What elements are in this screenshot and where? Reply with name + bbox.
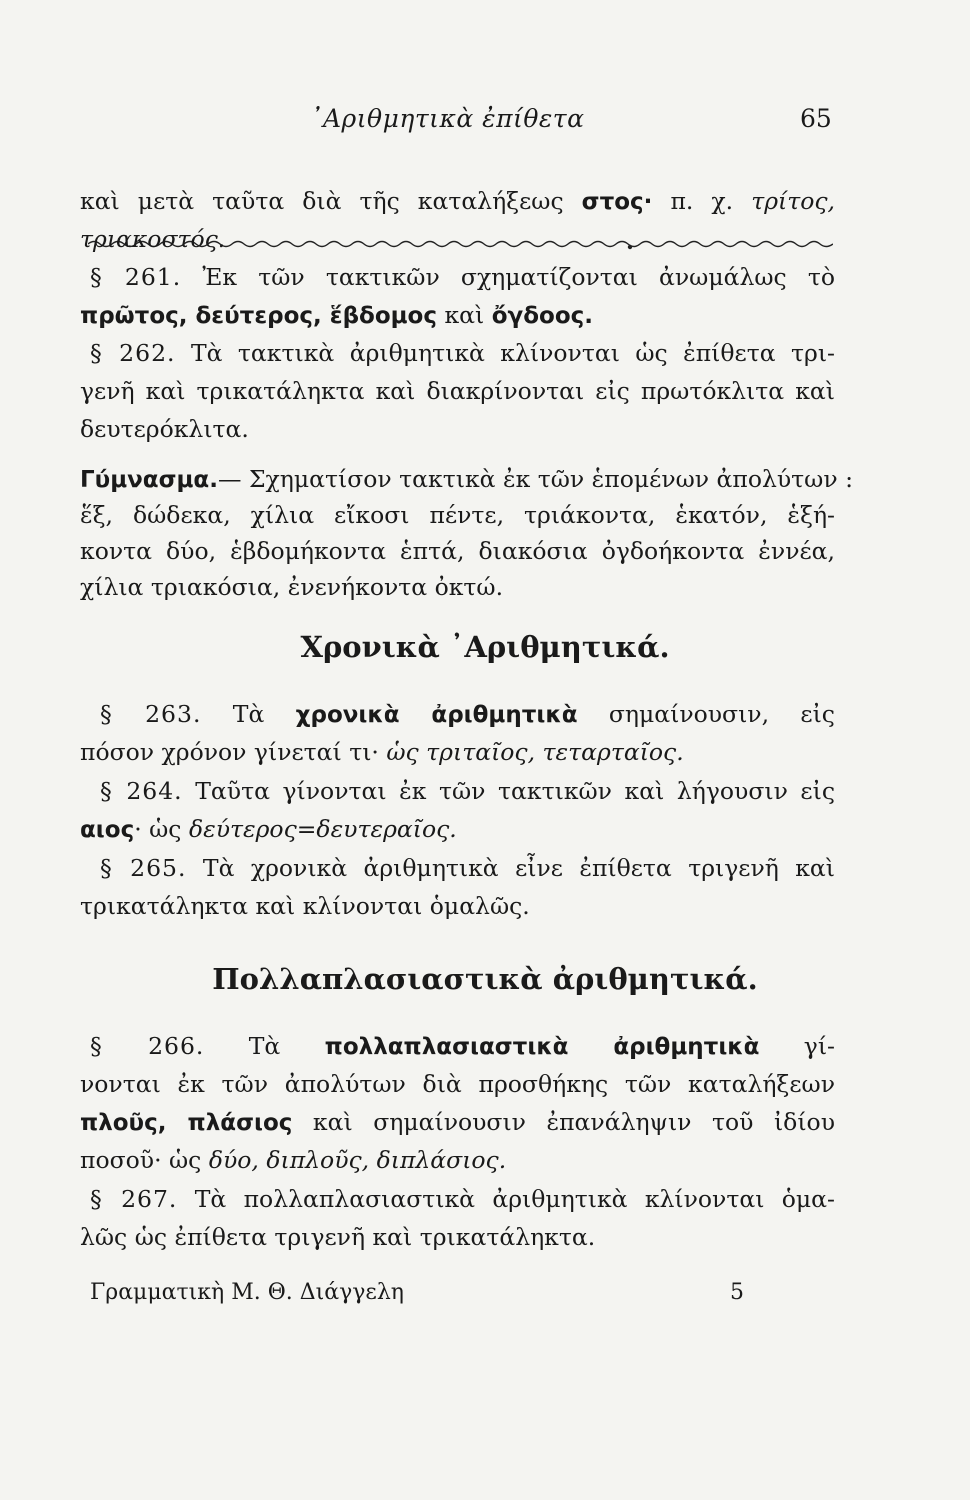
- text-line: δευτερόκλιτα.: [80, 415, 249, 443]
- example-words: ὡς τριταῖος, τεταρταῖος.: [386, 738, 684, 766]
- text-line: τριακοστός.: [80, 225, 226, 253]
- text-span: Τὰ: [232, 700, 265, 728]
- text-span: σημαίνουσιν, εἰς: [608, 700, 835, 728]
- footer-signature: Γραμματικὴ Μ. Θ. Διάγγελη: [90, 1280, 404, 1305]
- text-line: [80, 1146, 507, 1174]
- text-span: Τὰ χρονικὰ ἀριθμητικὰ εἶνε ἐπίθετα τριγενῆ καὶ: [202, 854, 835, 882]
- text-span: καὶ: [444, 301, 485, 329]
- text-line: κοντα δύο, ἑβδομήκοντα ἑπτά, διακόσια ὀγδοήκοντα ἐννέα,: [80, 537, 835, 565]
- page-number: 65: [800, 104, 832, 133]
- running-header: [0, 100, 970, 140]
- bold-term: στος·: [581, 189, 653, 215]
- running-title: ᾿Αριθμητικὰ ἐπίθετα: [310, 104, 585, 133]
- text-span: Ἐκ τῶν τακτικῶν σχηματίζονται ἀνωμάλως τὸ: [202, 263, 835, 291]
- text-line: [80, 301, 593, 329]
- footer-sheet-number: 5: [730, 1280, 744, 1305]
- exercise-label: Γύμνασμα.: [80, 467, 218, 493]
- text-line: [90, 263, 835, 291]
- text-line: χίλια τριακόσια, ἐνενήκοντα ὀκτώ.: [80, 573, 504, 601]
- section-number: § 265.: [100, 854, 187, 882]
- section-heading-pollaplasiastika: Πολλαπλασιαστικὰ ἀριθμητικά.: [212, 962, 758, 996]
- text-line: [80, 465, 853, 493]
- text-line: [100, 854, 835, 882]
- text-line: [80, 738, 684, 766]
- bold-term: χρονικὰ ἀριθμητικὰ: [295, 702, 578, 728]
- section-number: § 267.: [90, 1185, 178, 1213]
- text-line: νονται ἐκ τῶν ἀπολύτων διὰ προσθήκης τῶν καταλήξεων: [80, 1070, 835, 1098]
- text-span: Ταῦτα γίνονται ἐκ τῶν τακτικῶν καὶ λήγουσιν εἰς: [195, 777, 835, 805]
- text-line: [90, 1185, 835, 1213]
- bold-term: ὄγδοος.: [491, 303, 593, 329]
- bold-term: πολλαπλασιαστικὰ ἀριθμητικὰ: [324, 1034, 760, 1060]
- text-span: καὶ μετὰ ταῦτα διὰ τῆς καταλήξεως: [80, 187, 564, 215]
- bold-term: πλοῦς, πλάσιος: [80, 1110, 293, 1136]
- text-span: καὶ σημαίνουσιν ἐπανάληψιν τοῦ ἰδίου: [312, 1108, 835, 1136]
- text-line: [80, 815, 457, 843]
- text-span: ποσοῦ· ὡς: [80, 1146, 202, 1174]
- bold-term: αιος: [80, 817, 135, 843]
- text-line: ἕξ, δώδεκα, χίλια εἴκοσι πέντε, τριάκοντα, ἑκατόν, ἑξή-: [80, 501, 835, 529]
- text-span: Τὰ: [248, 1032, 281, 1060]
- example-words: δύο, διπλοῦς, διπλάσιος.: [208, 1146, 507, 1174]
- text-line: τρικατάληκτα καὶ κλίνονται ὁμαλῶς.: [80, 892, 530, 920]
- text-span: — Σχηματίσον τακτικὰ ἐκ τῶν ἑπομένων ἀπολύτων :: [217, 465, 853, 493]
- text-span: πόσον χρόνον γίνεταί τι·: [80, 738, 379, 766]
- bold-term: πρῶτος, δεύτερος, ἕβδομος: [80, 303, 437, 329]
- text-line: [100, 777, 835, 805]
- section-heading-chronika: Χρονικὰ ᾿Αριθμητικά.: [300, 630, 670, 664]
- text-line: [80, 1108, 835, 1136]
- example-word: τρίτος,: [751, 187, 835, 215]
- text-line: γενῆ καὶ τρικατάληκτα καὶ διακρίνονται εἰς πρωτόκλιτα καὶ: [80, 377, 835, 405]
- text-span: γί-: [803, 1032, 835, 1060]
- text-span: π. χ.: [670, 187, 734, 215]
- text-line: [90, 339, 835, 367]
- text-span: · ὡς: [134, 815, 182, 843]
- section-number: § 264.: [100, 777, 183, 805]
- section-number: § 263.: [100, 700, 202, 728]
- example-words: δεύτερος=δευτεραῖος.: [188, 815, 457, 843]
- section-number: § 261.: [90, 263, 182, 291]
- section-number: § 266.: [90, 1032, 205, 1060]
- text-span: Τὰ τακτικὰ ἀριθμητικὰ κλίνονται ὡς ἐπίθετα τρι-: [190, 339, 835, 367]
- section-number: § 262.: [90, 339, 176, 367]
- text-line: λῶς ὡς ἐπίθετα τριγενῆ καὶ τρικατάληκτα.: [80, 1223, 596, 1251]
- text-span: Τὰ πολλαπλασιαστικὰ ἀριθμητικὰ κλίνονται ὁμα-: [194, 1185, 835, 1213]
- text-line: [90, 1032, 835, 1060]
- text-line: [100, 700, 835, 728]
- text-line: [80, 187, 835, 215]
